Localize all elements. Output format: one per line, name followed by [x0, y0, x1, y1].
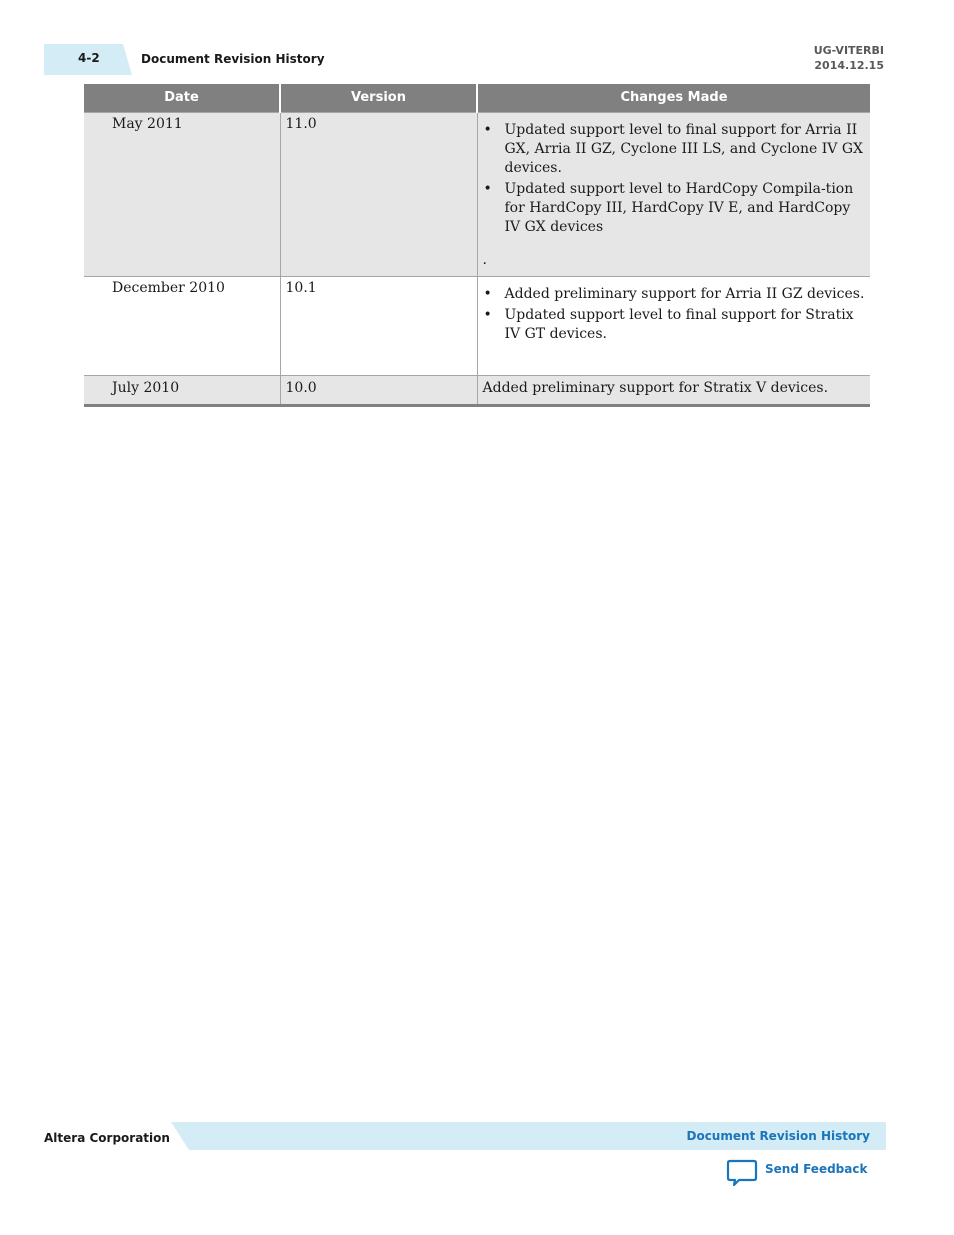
cell-version: 10.0 — [280, 375, 477, 405]
cell-changes: Added preliminary support for Stratix V devices. — [477, 375, 870, 405]
section-title: Document Revision History — [141, 52, 325, 66]
changes-list — [483, 121, 866, 237]
cell-version: 11.0 — [280, 112, 477, 276]
list-item: • Added preliminary support for Arria II GZ devices. — [483, 285, 866, 304]
cell-version: 10.1 — [280, 276, 477, 375]
doc-date: 2014.12.15 — [814, 59, 884, 72]
column-header-version: Version — [280, 84, 477, 112]
table-row — [84, 112, 870, 276]
cell-date: May 2011 — [84, 112, 280, 276]
column-header-date: Date — [84, 84, 280, 112]
cell-changes — [477, 276, 870, 375]
column-header-changes: Changes Made — [477, 84, 870, 112]
cell-changes — [477, 112, 870, 276]
table-row — [84, 276, 870, 375]
doc-id-block — [814, 43, 884, 73]
list-item: • Updated support level to final support for Arria II GX, Arria II GZ, Cyclone III LS, and Cyclone IV GX devices. — [483, 121, 866, 178]
cell-date: July 2010 — [84, 375, 280, 405]
send-feedback-link[interactable]: Send Feedback — [765, 1162, 868, 1176]
table-header-row — [84, 84, 870, 112]
list-item: • Updated support level to final support for Stratix IV GT devices. — [483, 306, 866, 344]
list-item: • Updated support level to HardCopy Compila-tion for HardCopy III, HardCopy IV E, and HardCopy IV GX devices — [483, 180, 866, 237]
changes-list — [483, 285, 866, 344]
page-number: 4-2 — [78, 51, 100, 65]
company-name: Altera Corporation — [44, 1131, 170, 1145]
revision-history-table — [84, 84, 870, 407]
speech-bubble-icon[interactable] — [726, 1159, 758, 1187]
table-row — [84, 375, 870, 405]
cell-note: . — [482, 251, 487, 268]
section-link[interactable]: Document Revision History — [686, 1129, 870, 1143]
doc-id: UG-VITERBI — [813, 44, 884, 57]
cell-date: December 2010 — [84, 276, 280, 375]
